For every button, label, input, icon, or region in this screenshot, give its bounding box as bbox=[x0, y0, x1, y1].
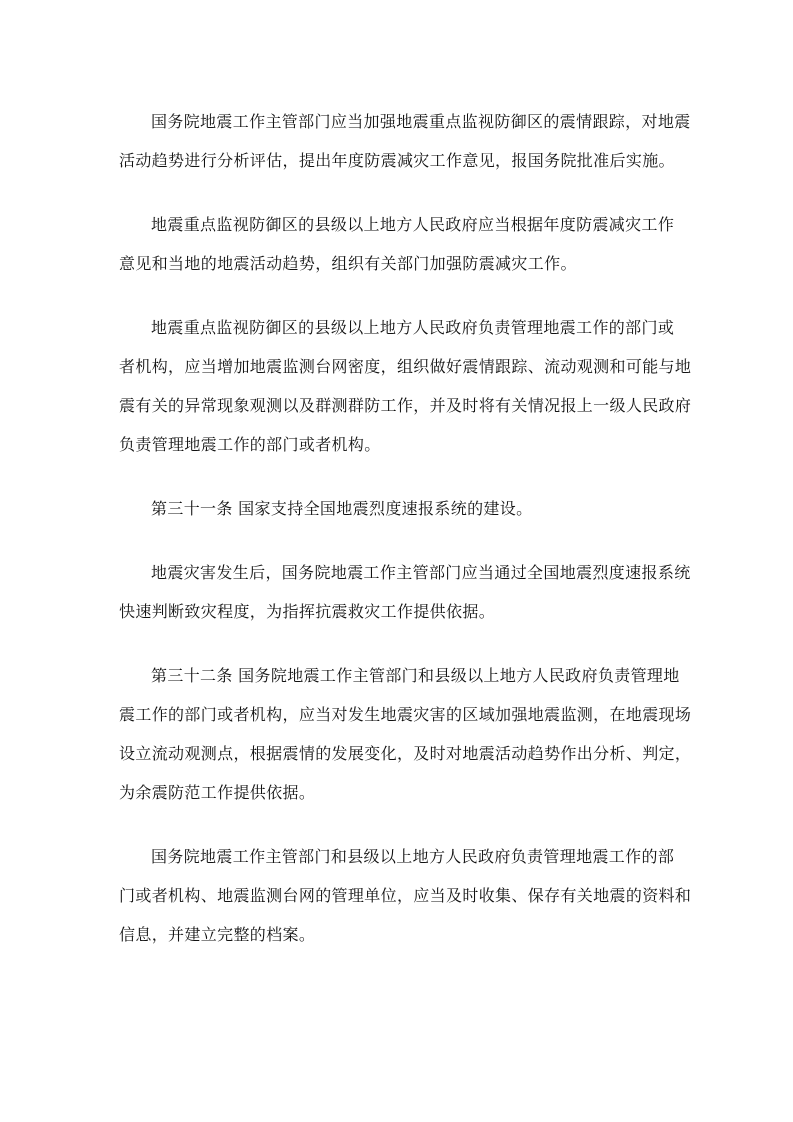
paragraph-line: 门或者机构、地震监测台网的管理单位，应当及时收集、保存有关地震的资料和 bbox=[119, 886, 692, 905]
paragraph-line: 地震灾害发生后，国务院地震工作主管部门应当通过全国地震烈度速报系统 bbox=[151, 563, 691, 582]
paragraph-5 bbox=[119, 553, 691, 631]
paragraph-line: 第三十二条 国务院地震工作主管部门和县级以上地方人民政府负责管理地 bbox=[151, 666, 680, 685]
paragraph-2 bbox=[119, 205, 681, 283]
paragraph-3 bbox=[119, 308, 692, 464]
paragraph-line: 信息，并建立完整的档案。 bbox=[119, 925, 316, 944]
paragraph-line: 国务院地震工作主管部门和县级以上地方人民政府负责管理地震工作的部 bbox=[151, 847, 675, 866]
paragraph-line: 震有关的异常现象观测以及群测群防工作，并及时将有关情况报上一级人民政府 bbox=[119, 396, 692, 415]
paragraph-line: 震工作的部门或者机构，应当对发生地震灾害的区域加强地震监测，在地震现场 bbox=[119, 705, 692, 724]
paragraph-line: 活动趋势进行分析评估，提出年度防震减灾工作意见，报国务院批准后实施。 bbox=[119, 151, 675, 170]
paragraph-line: 地震重点监视防御区的县级以上地方人民政府负责管理地震工作的部门或 bbox=[151, 318, 675, 337]
paragraph-line: 第三十一条 国家支持全国地震烈度速报系统的建设。 bbox=[151, 499, 533, 518]
article-31-heading bbox=[119, 489, 681, 528]
article-32-paragraph bbox=[119, 656, 692, 812]
paragraph-line: 设立流动观测点，根据震情的发展变化，及时对地震活动趋势作出分析、判定， bbox=[119, 744, 692, 763]
paragraph-line: 为余震防范工作提供依据。 bbox=[119, 783, 316, 802]
paragraph-line: 意见和当地的地震活动趋势，组织有关部门加强防震减灾工作。 bbox=[119, 254, 577, 273]
paragraph-line: 负责管理地震工作的部门或者机构。 bbox=[119, 435, 381, 454]
paragraph-line: 快速判断致灾程度，为指挥抗震救灾工作提供依据。 bbox=[119, 602, 496, 621]
paragraph-line: 国务院地震工作主管部门应当加强地震重点监视防御区的震情跟踪，对地震 bbox=[151, 112, 691, 131]
paragraph-line: 者机构，应当增加地震监测台网密度，组织做好震情跟踪、流动观测和可能与地 bbox=[119, 357, 692, 376]
paragraph-1 bbox=[119, 102, 691, 180]
paragraph-7 bbox=[119, 837, 692, 954]
paragraph-line: 地震重点监视防御区的县级以上地方人民政府应当根据年度防震减灾工作 bbox=[151, 215, 675, 234]
document-body bbox=[119, 102, 692, 979]
